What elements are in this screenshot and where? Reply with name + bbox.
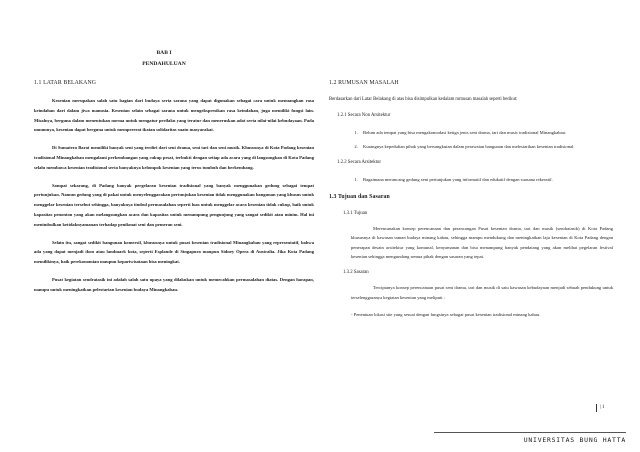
paragraph: Selain itu, sangat sedikit bangunan komersil, khususnya untuk pusat kesenian tradisional Minangkabau yang representatif, bahwa ada yang dapat menjadi ikon atau landmark kota, seperti Esplande di Singapura maupun Sidney Opera di Australia. Jika Kota Padang memilikinya, baik perekonomian maupun kepariwisataan bisa meningkat. bbox=[34, 239, 314, 265]
subsection-title: 1.3.1 Tujuan bbox=[343, 210, 368, 216]
chapter-title: PENDAHULUAN bbox=[142, 61, 186, 67]
section-heading-tujuan-sasaran: 1.3 Tujuan dan Sasaran bbox=[329, 193, 390, 200]
paragraph: Di Sumatera Barat memiliki banyak seni yang terdiri dari seni drama, seni tari dan seni musik. Khususnya di Kota Padang kesenian tradisional Minangkabau mengalami perkembangan yang cukup pesat, terbukti dengan setiap ada acara yang di langsungkan di Kota Padang selalu membawa kesenian tradisional serta banyaknya kelompok kesenian yang terus tumbuh dan berkembang. bbox=[34, 145, 314, 170]
page-number: | 1 bbox=[596, 404, 605, 412]
right-column bbox=[329, 79, 613, 326]
paragraph: Kesenian merupakan salah satu bagian dari budaya serta sarana yang dapat digunakan sebagai cara untuk menuangkan rasa keindahan dari dalam jiwa manusia. Kesenian selain sebagai sarana untuk mengekspresikan rasa keindahan, juga memiliki fungsi lain. Misalnya, berguna dalam menentukan norma untuk mengatur perilaku yang teratur dan meneruskan adat serta nilai-nilai kebudayaan. Pada umumnya, kesenian dapat berguna untuk mempererat ikatan solidaritas suatu masyarakat. bbox=[34, 98, 314, 133]
list-item: 2. Kurangnya kepedulian pihak yang bersangkutan dalam perawatan bangunan dan melestarikan kesenian tradisional. bbox=[359, 142, 613, 152]
numbered-list bbox=[329, 128, 613, 151]
list-item: 1. Belum ada tempat yang bisa mengakomodasi ketiga jenis seni drama, tari dan music tradisional Minangkabau. bbox=[359, 128, 613, 138]
subsection-title: 1.2.1 Secara Non Arsitektur bbox=[337, 113, 391, 118]
footer-institution: UNIVERSITAS BUNG HATTA bbox=[523, 436, 626, 444]
subsection-title: 1.3.2 Sasaran bbox=[343, 270, 369, 276]
subsection-title: 1.2.2 Secara Arsitektur bbox=[337, 160, 381, 166]
paragraph: Terciptanya konsep perencanaan pusat seni drama, tari dan musik di satu kawasan kebudayaan menjadi sebuah pendukung untuk terselenggaranya kegiatan kesenian yang meliputi : bbox=[351, 285, 613, 300]
numbered-list bbox=[329, 175, 613, 185]
chapter-header bbox=[14, 48, 314, 70]
dash-item: - Penentuan lokasi site yang sesuai dengan fungsinya sebagai pusat kesenian tradisional minang kabau. bbox=[351, 312, 541, 318]
intro-text: Berdasarkan dari Latar Belakang di atas bisa disimpulkan kedalam rumusan masalah seperti berikut: bbox=[329, 97, 518, 102]
paragraph: Sampai sekarang, di Padang banyak pergelaran kesenian tradisional yang banyak menggunakan gedung sebagai tempat pertunjukan. Namun gedung yang di pakai untuk menyelenggarakan pertunjukan kesenian tidak menggunakan bangunan yang khusus untuk menggelar kesenian tersebut sehingga, banyaknya timbul permasalahan seperti luas untuk menggelar acara kesenian tidak cukup, baik untuk kapasitas penonton yang akan melangsungkan acara dan kapasitas untuk menampung pengunjung yang sangat sedikit atau minim. Hal ini menimbulkan ketidaknyamanan terhadap penikmat seni dan pemeran seni. bbox=[34, 182, 314, 227]
section-heading-latar-belakang: 1.1 LATAR BELAKANG bbox=[34, 80, 97, 86]
left-column bbox=[34, 79, 314, 303]
footer-divider bbox=[434, 432, 626, 433]
chapter-number: BAB I bbox=[156, 50, 172, 56]
list-item: 1. Bagaimana merancang gedung seni pertunjukan yang informatif dan edukatif dengan suasana rekreatif. bbox=[359, 175, 613, 185]
paragraph: Pusat kegiatan sendratasik ini adalah salah satu upaya yang dilakukan untuk memecahkan permasalahan diatas. Dengan harapan, mampu untuk meningkatkan pelestarian kesenian budaya Minangkabau. bbox=[34, 276, 314, 292]
paragraph: Merencanakan konsep perencanaan dan perancangan Pusat kesenian drama, tari dan musik (sendratasik) di Kota Padang khususnya di kawasan taman budaya minang kabau, sehingga mampu mendukung dan meningkatkan laju kesenian di Kota Padang dengan penerapan desain arsitektur yang komunal, kenyamanan dan bisa menampung banyak pendatang yang akan melihat pegelaran festival kesenian sehingga mengundang semua pihak dengan sasaran yang tepat. bbox=[351, 225, 613, 259]
section-heading-rumusan-masalah: 1.2 RUMUSAN MASALAH bbox=[329, 80, 399, 86]
